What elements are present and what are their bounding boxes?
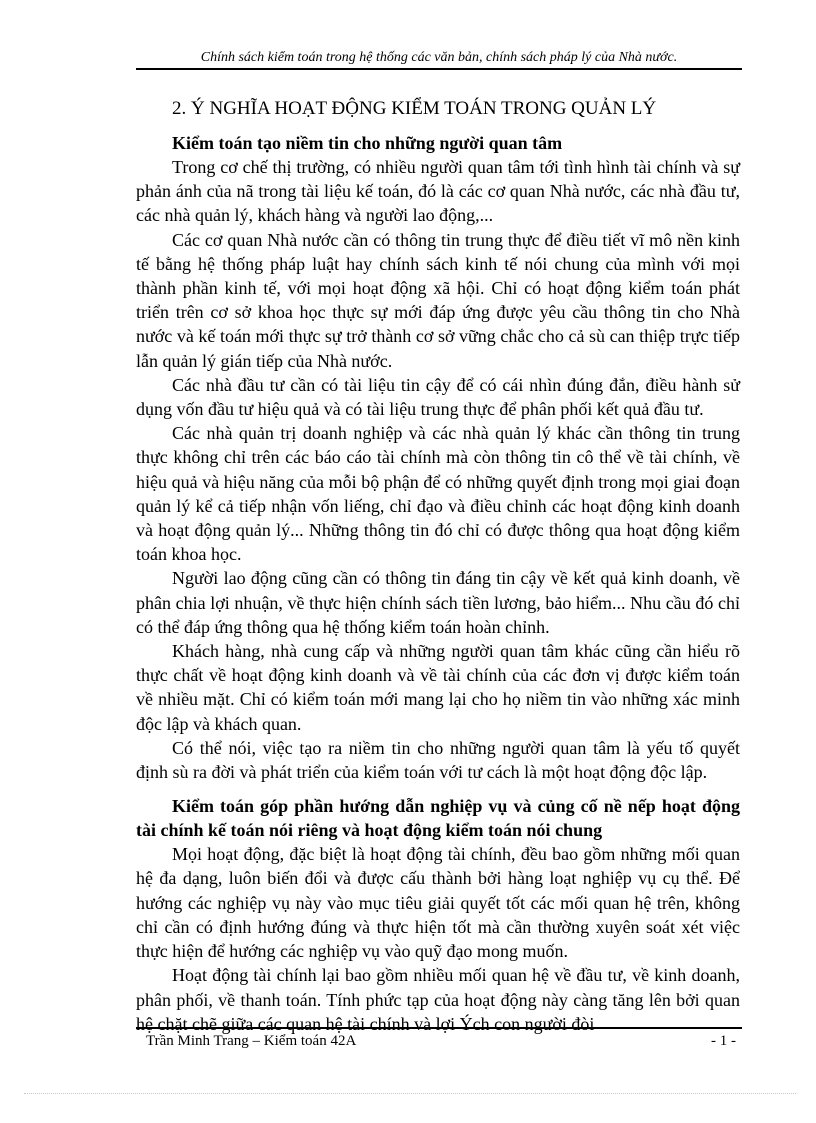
section-title: 2. Ý NGHĨA HOẠT ĐỘNG KIỂM TOÁN TRONG QUẢN LÝ [172,98,657,119]
paragraph: Có thể nói, việc tạo ra niềm tin cho những người quan tâm là yếu tố quyết định sù ra đời và phát triển của kiểm toán với tư cách là một hoạt động độc lập. [136,737,740,783]
running-header: Chính sách kiểm toán trong hệ thống các văn bản, chính sách pháp lý của Nhà nước. [200,50,678,65]
page-number: - 1 - [711,1033,736,1049]
paragraph: Các nhà đầu tư cần có tài liệu tin cậy để có cái nhìn đúng đắn, điều hành sử dụng vốn đầu tư hiệu quả và có tài liệu trung thực để phân phối kết quả đầu tư. [136,374,740,420]
paragraph: Khách hàng, nhà cung cấp và những người quan tâm khác cũng cần hiểu rõ thực chất về hoạt động kinh doanh và về tài chính của các đơn vị được kiểm toán về nhiều mặt. Chỉ có kiểm toán mới mang lại cho họ niềm tin vào những xác minh độc lập và khách quan. [136,641,740,734]
subsection-heading-2: Kiểm toán góp phần hướng dẫn nghiệp vụ và củng cố nề nếp hoạt động tài chính kế toán nói riêng và hoạt động kiểm toán nói chung [136,796,740,841]
subsection-heading-1: Kiểm toán tạo niềm tin cho những người quan tâm [172,133,563,153]
paragraph: Các nhà quản trị doanh nghiệp và các nhà quản lý khác cần thông tin trung thực không chỉ trên các báo cáo tài chính mà còn thông tin cô thể về tài chính, về hiệu quả và hiệu năng của mỗi bộ phận để có những quyết định trong mọi giai đoạn quản lý kể cả tiếp nhận vốn liếng, chỉ đạo và điều chỉnh các hoạt động kinh doanh và hoạt động quản lý... Những thông tin đó chỉ có được thông qua hoạt động kiểm toán khoa học. [136,423,740,565]
page-body [136,95,740,1036]
paragraph: Trong cơ chế thị trường, có nhiều người quan tâm tới tình hình tài chính và sự phản ánh của nã trong tài liệu kế toán, đó là các cơ quan Nhà nước, các nhà đầu tư, các nhà quản lý, khách hàng và người lao động,... [136,157,740,226]
paragraph: Các cơ quan Nhà nước cần có thông tin trung thực để điều tiết vĩ mô nền kinh tế bằng hệ thống pháp luật hay chính sách kinh tế nói chung của mình với mọi thành phần kinh tế, với mọi hoạt động xã hội. Chỉ có hoạt động kiểm toán phát triển trên cơ sở khoa học thực sự mới đáp ứng được yêu cầu thông tin cho Nhà nước và kế toán mới thực sự trở thành cơ sở vững chắc cho cả sù can thiệp trực tiếp lẫn quản lý gián tiếp của Nhà nước. [136,229,740,371]
footer-author: Trần Minh Trang – Kiểm toán 42A [146,1033,357,1049]
header-rule [136,68,742,70]
page-bottom-divider [24,1093,796,1094]
footer-rule [136,1027,742,1029]
paragraph: Người lao động cũng cần có thông tin đáng tin cậy về kết quả kinh doanh, về phân chia lợi nhuận, về thực hiện chính sách tiền lương, bảo hiểm... Nhu cầu đó chỉ có thể đáp ứng thông qua hệ thống kiểm toán hoàn chỉnh. [136,568,740,637]
paragraph: Mọi hoạt động, đặc biệt là hoạt động tài chính, đều bao gồm những mối quan hệ đa dạng, luôn biến đổi và được cấu thành bởi hàng loạt nghiệp vụ cụ thể. Để hướng các nghiệp vụ này vào mục tiêu giải quyết tốt các mối quan hệ trên, không chỉ cần có định hướng đúng và thực hiện tốt mà cần thường xuyên soát xét việc thực hiện để hướng các nghiệp vụ vào quỹ đạo mong muốn. [136,844,740,962]
paragraph: Hoạt động tài chính lại bao gồm nhiều mối quan hệ về đầu tư, về kinh doanh, phân phối, về thanh toán. Tính phức tạp của hoạt động này càng tăng lên bởi quan hệ chặt chẽ giữa các quan hệ tài chính và lợi Ých con người đòi [136,965,740,1034]
